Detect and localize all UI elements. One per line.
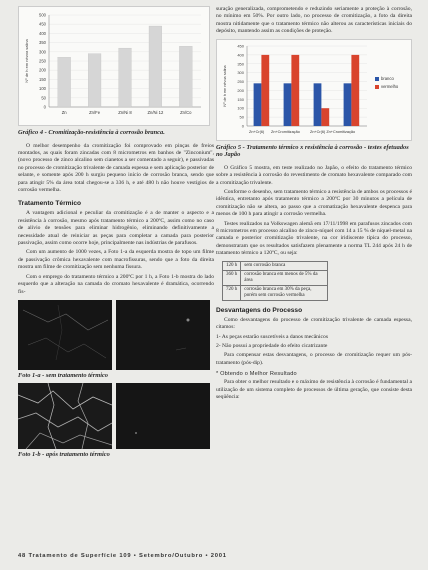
bar-vermelho (321, 108, 329, 126)
y-tick-label: 300 (39, 49, 46, 55)
section-title-disadvantages: Desvantagens do Processo (216, 306, 303, 314)
paragraph: Com um aumento de 1000 vezes, a Foto 1-a da esquerda mostra de topo um filme de passivação crômica hexavalente com macrofissuras, sendo que a foto da direita mostra um filme de cromitização sem nenhuma fissura. (18, 249, 214, 271)
y-tick-label: 150 (237, 96, 244, 102)
chart-4 (18, 6, 210, 126)
y-tick-label: 450 (237, 43, 244, 49)
x-tick-label: Zn/Ni 8 (118, 110, 132, 115)
table-row (223, 261, 328, 270)
x-tick-label: Zn/Ni 12 (147, 110, 164, 115)
table-cell-hours: 120 h (223, 261, 241, 270)
x-tick-label: Zn (61, 110, 67, 115)
y-tick-label: 350 (237, 60, 244, 66)
legend-swatch (375, 85, 379, 89)
y-tick-label: 300 (237, 69, 244, 75)
table-cell-hours: 720 h (223, 285, 241, 300)
photo-1b-caption: Foto 1-b - após tratamento térmico (18, 450, 110, 458)
right-column (216, 6, 412, 403)
photo-1a-caption: Foto 1-a - sem tratamento térmico (18, 371, 108, 379)
paragraph: Conforme o desenho, sem tratamento térmico a resistência de ambos os processos é idêntica, entretanto após tratamento térmico a 200ºC por 30 minutos a película de cromitização não se altera, ao passo que a cromatização hexavalente despenca para menos de 100 h para atingir a corrosão vermelha. (216, 189, 412, 218)
y-tick-label: 500 (39, 12, 46, 18)
bar (179, 46, 192, 107)
bar-vermelho (351, 55, 359, 126)
photo-1b-right (116, 383, 210, 449)
bar (88, 54, 101, 107)
y-tick-label: 0 (241, 123, 244, 129)
y-tick-label: 100 (39, 86, 46, 92)
chart-5 (216, 39, 412, 141)
y-tick-label: 50 (239, 114, 244, 120)
table-cell-result: sem corrosão branca (241, 261, 328, 270)
list-item: 1- As peças estarão suscetíveis a danos mecânicos (216, 333, 328, 340)
subsection-title: * Obtendo o Melhor Resultado (216, 371, 297, 378)
micrograph-hexavalent-image (18, 300, 112, 370)
section-title-heat-treatment: Tratamento Térmico (18, 200, 82, 208)
y-axis-label: Nº de h em névoa salina (223, 64, 227, 107)
paragraph: Testes realizados na Volkswagen alemã em 17/11/1998 em parafusos zincados com 8 micrometros em processo alcalino de zinco-níquel com 14 a 15 % de níquel-metal na camada e posterior cromitização trivalente, na cor iridiscente típica do processo, demonstraram que os resultados satisfazem plenamente a norma TL 244 após 24 h de tratamento térmico a 120ºC, ou seja: (216, 220, 412, 257)
results-table (222, 261, 328, 301)
chart-5-caption: Gráfico 5 - Tratamento térmico x resistência à corrosão - testes efetuados no Japão (216, 143, 409, 159)
photo-row-1b (18, 383, 214, 449)
table-cell-hours: 360 h (223, 270, 241, 285)
table-cell-result: corrosão branca em menos de 5% da área (241, 270, 328, 285)
table-row (223, 285, 328, 300)
micrograph-intact-image (116, 383, 210, 449)
paragraph: O melhor desempenho da cromitização foi comprovado em pinças de freios montados, as quais foram zincadas com 8 micrometros em banhos de "Zinconium", (novo processo de zinco alcalino sem cianetos a ser comentado a seguir), e passivadas no processo de cromitização trivalente de camada espessa e sem aplicação posterior de selante, e somente após 200 h surgiu pequeno início de corrosão branca, sendo que para atingir 5% da área total chegou-se a 336 h, e até 480 h não houve vestígios de corrosão vermelha. (18, 142, 214, 194)
photo-1b-left (18, 383, 112, 449)
x-tick-label: Zn/Fe (89, 110, 101, 115)
table-row (223, 270, 328, 285)
bar-branco (284, 83, 292, 126)
chart-4-caption: Gráfico 4 - Cromitização-resistência à corrosão branca. (18, 129, 165, 136)
micrograph-trivalent-image (116, 300, 210, 370)
photo-1a-right (116, 300, 210, 370)
y-tick-label: 400 (39, 30, 46, 36)
paragraph: Como desvantagens do processo de cromitização trivalente de camada espessa, citamos: (216, 316, 412, 331)
paragraph: O Gráfico 5 mostra, em teste realizado no Japão, o efeito do tratamento térmico sobre a resistência à corrosão do revestimento de cromato hexavalente comparado com a cromitização trivalente. (216, 164, 412, 186)
chart-5-plot (217, 40, 411, 140)
y-tick-label: 200 (39, 67, 46, 73)
bar-vermelho (291, 55, 299, 126)
bar (119, 48, 132, 107)
paragraph: A vantagem adicional e peculiar da cromitização é a de manter o aspecto e a resistência à corrosão, mesmo após tratamento térmico a 200ºC, assim como no caso de alívio de tensões para eliminar hidrogênio, eliminando definitivamente a necessidade atual de reiniciar as peças para completar a camada para posterior passivação, assim como ocorre hoje, principalmente nas indústrias de parafusos. (18, 210, 214, 247)
y-tick-label: 400 (237, 52, 244, 58)
left-column (18, 6, 214, 458)
y-tick-label: 250 (39, 58, 46, 64)
bar-vermelho (261, 55, 269, 126)
y-tick-label: 50 (41, 95, 46, 101)
paragraph: Para obter o melhor resultado e o máximo de resistência à corrosão é fundamental a utilização de um sistema completo de processos de última geração, que consiste desta seqüência: (216, 379, 412, 400)
legend-label: branco (381, 75, 394, 81)
y-tick-label: 200 (237, 87, 244, 93)
list-item: 2- Não possui a propriedade do efeito cicatrizante (216, 342, 328, 349)
paragraph: Para compensar estas desvantagens, o processo de cromitização requer um pós-tratamento (pós-dip). (216, 352, 412, 366)
legend-swatch (375, 77, 379, 81)
legend-label: vermelho (381, 83, 399, 89)
bar (149, 26, 162, 107)
x-tick-label: Zn+Cr(6) (249, 129, 265, 134)
bar (58, 57, 71, 107)
bar-branco (254, 83, 262, 126)
y-tick-label: 150 (39, 76, 46, 82)
x-tick-label: Zn/Co (180, 110, 192, 115)
photo-1a-left (18, 300, 112, 370)
x-tick-label: Zn+Cr(6) Zn+Cromitização (310, 129, 356, 134)
bar-branco (344, 83, 352, 126)
y-tick-label: 350 (39, 40, 46, 46)
micrograph-cracked-image (18, 383, 112, 449)
chart-4-plot (19, 7, 209, 125)
y-tick-label: 100 (237, 105, 244, 111)
table-cell-result: corrosão branca em 30% da peça, porém sem corrosão vermelha (241, 285, 328, 300)
y-tick-label: 450 (39, 21, 46, 27)
y-axis-label: Nº de h em névoa salina (24, 39, 29, 83)
x-tick-label: Zn+Cromitização (271, 129, 300, 134)
page-footer: 48 Tratamento de Superfície 109 • Setembro/Outubro • 2001 (18, 553, 227, 559)
paragraph: Com o emprego do tratamento térmico a 200ºC por 1 h, a Foto 1-b mostra do lado esquerdo que a alteração na camada do cromato hexavalente é dramática, ocorrendo fis- (18, 273, 214, 295)
y-tick-label: 250 (237, 78, 244, 84)
photo-row-1a (18, 300, 214, 370)
paragraph: suração generalizada, comprometendo e reduzindo seriamente a proteção à corrosão, no mínimo em 50%. Por outro lado, no processo de cromitização, a foto da direita mostra nitidamente que o tratamento térmico não alterou as características iniciais do depósito, mantendo assim as condições de proteção. (216, 6, 412, 35)
y-tick-label: 0 (43, 104, 46, 110)
bar-branco (314, 83, 322, 126)
